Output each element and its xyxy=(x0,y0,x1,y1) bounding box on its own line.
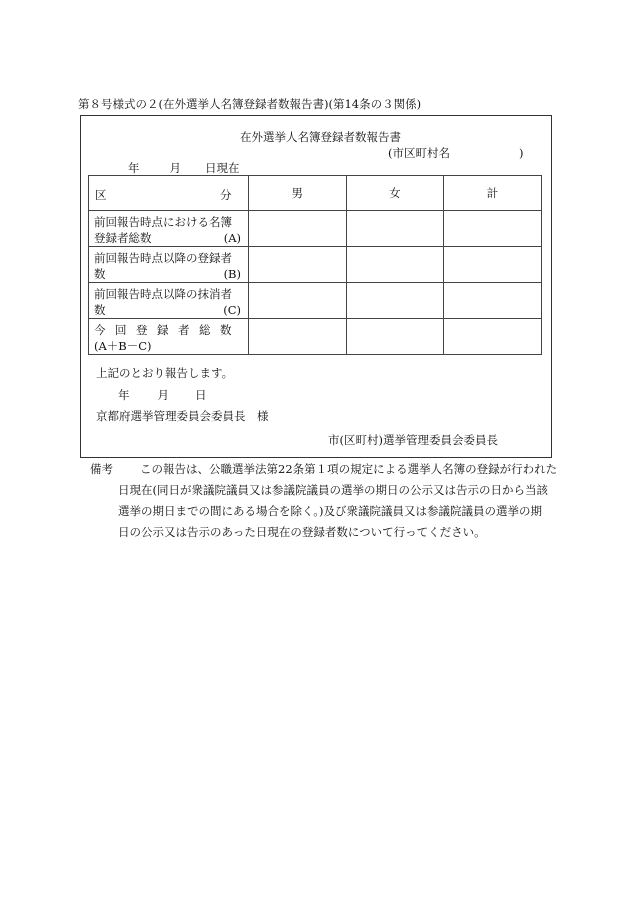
note-line: この報告は、公職選挙法第22条第１項の規定による選挙人名簿の登録が行われた xyxy=(140,462,558,476)
row-label-new-registrants: 前回報告時点以降の登録者 数 (B) xyxy=(89,247,249,283)
row-label-current-total: 今回登録者総数 (A＋B－C) xyxy=(89,319,249,355)
cell-male[interactable] xyxy=(249,283,347,319)
note-line: 選挙の期日までの間にある場合を除く。)及び衆議院議員又は参議院議員の選挙の期 xyxy=(118,504,543,518)
cell-male[interactable] xyxy=(249,319,347,355)
report-month: 月 xyxy=(157,388,169,402)
note-line: 日の公示又は告示のあった日現在の登録者数について行ってください。 xyxy=(118,525,486,539)
form-caption: 第８号様式の２(在外選挙人名簿登録者数報告書)(第14条の３関係) xyxy=(78,97,422,111)
report-day: 日 xyxy=(195,388,207,402)
row-label-previous-total: 前回報告時点における名簿 登録者総数 (A) xyxy=(89,211,249,247)
as-of-month: 月 xyxy=(169,161,181,175)
as-of-day: 日現在 xyxy=(205,161,240,175)
municipality-field: (市区町村名 ) xyxy=(388,146,524,160)
cell-total[interactable] xyxy=(444,247,542,283)
table-row xyxy=(89,319,542,355)
cell-male[interactable] xyxy=(249,211,347,247)
cell-male[interactable] xyxy=(249,247,347,283)
form-title: 在外選挙人名簿登録者数報告書 xyxy=(240,130,401,144)
addressee: 京都府選挙管理委員会委員長 様 xyxy=(96,409,269,423)
report-date xyxy=(118,390,207,402)
cell-female[interactable] xyxy=(346,319,444,355)
note-line: 日現在(同日が衆議院議員又は参議院議員の選挙の期日の公示又は告示の日から当該 xyxy=(118,483,548,497)
header-female: 女 xyxy=(346,176,444,211)
registrant-count-table xyxy=(88,175,542,355)
cell-female[interactable] xyxy=(346,247,444,283)
as-of-date xyxy=(128,163,240,175)
cell-total[interactable] xyxy=(444,283,542,319)
cell-female[interactable] xyxy=(346,283,444,319)
row-label-removed: 前回報告時点以降の抹消者 数 (C) xyxy=(89,283,249,319)
header-division-b: 分 xyxy=(220,188,232,202)
note-label: 備考 xyxy=(90,462,113,476)
table-row xyxy=(89,283,542,319)
table-row xyxy=(89,247,542,283)
table-row xyxy=(89,211,542,247)
as-of-year: 年 xyxy=(128,161,140,175)
cell-total[interactable] xyxy=(444,319,542,355)
sender: 市(区町村)選挙管理委員会委員長 xyxy=(328,433,498,447)
report-statement: 上記のとおり報告します。 xyxy=(96,366,234,380)
cell-total[interactable] xyxy=(444,211,542,247)
header-male: 男 xyxy=(249,176,347,211)
header-division-a: 区 xyxy=(95,188,107,202)
cell-female[interactable] xyxy=(346,211,444,247)
report-year: 年 xyxy=(118,388,130,402)
table-header-row xyxy=(89,176,542,211)
header-total: 計 xyxy=(444,176,542,211)
header-division xyxy=(89,176,249,211)
